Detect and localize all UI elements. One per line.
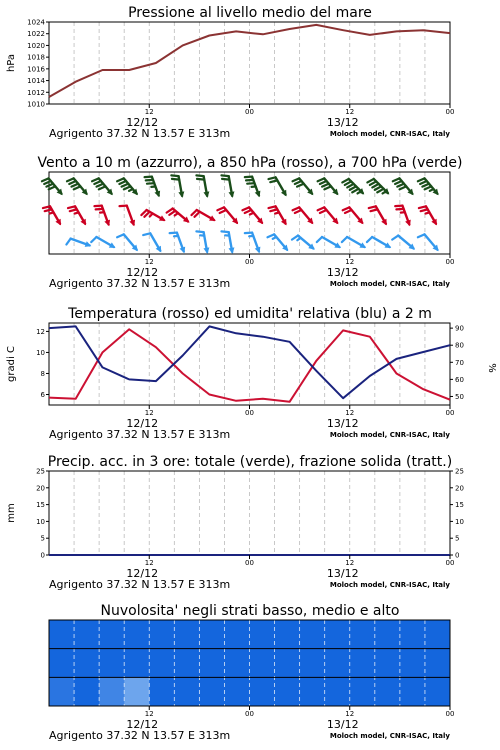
location-label: Agrigento 37.32 N 13.57 E 313m [49, 277, 231, 290]
wind-barb-10m-feather [196, 231, 203, 232]
wind-barb-10m [267, 234, 288, 251]
y-tick-label: 8 [40, 369, 45, 378]
x-tick-label: 12 [345, 258, 355, 266]
wind-barb-10m [196, 231, 209, 253]
wind-barb-700hPa [92, 178, 113, 195]
x-tick-label: 12 [144, 409, 154, 417]
location-label: Agrigento 37.32 N 13.57 E 313m [49, 729, 231, 742]
y-tick-label-right: 60 [455, 375, 464, 384]
wind-barb-850hPa-feather [371, 209, 378, 211]
wind-barb-850hPa-feather [293, 207, 300, 210]
wind-barb-850hPa-feather [242, 207, 249, 210]
wind-barb-850hPa-feather-half [250, 213, 254, 215]
wind-barb-850hPa [94, 206, 110, 227]
wind-barb-700hPa-feather [420, 181, 427, 184]
wind-barb-10m-feather [143, 233, 150, 235]
wind-barb-10m-feather [367, 237, 372, 242]
wind-barb-10m [367, 237, 391, 248]
wind-barb-850hPa-feather [396, 209, 403, 210]
wind-barb-850hPa [419, 206, 437, 225]
x-tick-label: 00 [445, 710, 455, 718]
location-label: Agrigento 37.32 N 13.57 E 313m [49, 428, 231, 441]
wind-barb-700hPa-feather [400, 186, 407, 189]
wind-barb-10m-feather [392, 236, 398, 240]
wind-barb-850hPa [242, 207, 263, 224]
wind-barb-700hPa [221, 175, 234, 197]
wind-barb-700hPa-feather [293, 178, 300, 181]
y-axis-label-right: % [486, 363, 497, 373]
wind-barb-700hPa-feather [146, 180, 153, 181]
wind-barb-850hPa-feather [120, 206, 127, 207]
wind-barb-700hPa-feather [42, 178, 49, 181]
wind-barb-700hPa-feather [67, 178, 74, 181]
wind-barb-850hPa-feather-half [175, 213, 178, 215]
wind-barb-850hPa [318, 207, 339, 224]
wind-barb-850hPa-feather [217, 207, 224, 210]
y-tick-label-right: 50 [455, 392, 464, 401]
wind-barb-10m [292, 236, 315, 250]
wind-barb-700hPa-feather [49, 186, 56, 189]
wind-barb-700hPa-feather [245, 177, 252, 178]
wind-barb-700hPa-feather [71, 184, 78, 187]
wind-barb-850hPa-feather [70, 209, 77, 211]
x-date-label: 13/12 [326, 417, 359, 430]
wind-barb-10m-feather [66, 239, 70, 245]
wind-barb-700hPa-feather [97, 184, 104, 187]
y-tick-label: 6 [40, 390, 45, 399]
x-tick-label: 00 [445, 559, 455, 567]
y-tick-label: 12 [36, 327, 45, 336]
wind-barb-700hPa-feather [320, 181, 327, 184]
y-tick-label: 0 [40, 551, 45, 560]
x-tick-label: 00 [445, 108, 455, 116]
wind-barb-10m-feather [418, 234, 425, 237]
wind-barb-700hPa-feather [393, 178, 400, 181]
wind-barb-700hPa-feather [367, 179, 373, 183]
wind-barb-850hPa-feather [395, 206, 402, 207]
x-date-label: 13/12 [326, 266, 359, 279]
wind-barb-700hPa-feather [94, 181, 101, 184]
wind-barb-850hPa-feather-half [275, 212, 279, 213]
wind-barb-700hPa-feather [322, 184, 329, 187]
y-tick-label-right: 10 [455, 517, 464, 526]
wind-barb-850hPa [43, 206, 61, 225]
wind-barb-10m-feather [342, 237, 347, 242]
y-tick-label-right: 15 [455, 501, 464, 510]
wind-barb-700hPa-feather [372, 184, 378, 188]
x-tick-label: 12 [345, 710, 355, 718]
wind-barb-700hPa-feather [397, 184, 404, 187]
wind-barb-850hPa [343, 207, 364, 224]
location-label: Agrigento 37.32 N 13.57 E 313m [49, 127, 231, 140]
wind-barb-700hPa [367, 179, 389, 195]
wind-barb-700hPa [393, 178, 414, 195]
wind-barb-850hPa [369, 206, 387, 225]
wind-barb-700hPa [196, 175, 209, 197]
wind-barb-700hPa-feather [422, 184, 429, 187]
wind-barb-850hPa [269, 206, 287, 225]
model-credit: Moloch model, CNR-ISAC, Italy [329, 280, 450, 288]
wind-barb-700hPa-feather [425, 186, 432, 189]
x-date-label: 12/12 [126, 116, 159, 129]
wind-barb-10m [170, 233, 186, 254]
wind-barb-700hPa-feather [99, 186, 106, 189]
wind-barb-700hPa-feather [172, 179, 179, 180]
wind-barb-10m [245, 233, 261, 254]
wind-barb-700hPa [318, 178, 339, 195]
wind-barb-10m [342, 237, 366, 248]
wind-barb-10m-head [229, 247, 235, 253]
cloud-cell-basso [99, 677, 124, 706]
x-tick-label: 00 [245, 559, 254, 567]
y-tick-label: 1014 [27, 77, 45, 86]
chart-title: Nuvolosita' negli strati basso, medio e alto [100, 603, 400, 619]
wind-barb-850hPa-feather [96, 209, 103, 210]
wind-barb-850hPa-feather [318, 207, 325, 210]
wind-barb-850hPa [293, 207, 314, 224]
model-credit: Moloch model, CNR-ISAC, Italy [329, 732, 450, 740]
wind-barb-10m-feather [292, 236, 298, 240]
wind-barb-700hPa-feather [247, 183, 254, 184]
wind-barb-700hPa [418, 178, 439, 195]
wind-barb-700hPa-feather [347, 184, 353, 188]
wind-barb-700hPa-feather [350, 186, 356, 190]
wind-barb-700hPa [269, 177, 287, 196]
wind-barb-850hPa [120, 206, 136, 227]
y-tick-label: 10 [36, 348, 45, 357]
wind-barb-850hPa-feather [421, 209, 428, 211]
wind-barb-700hPa-feather [270, 180, 277, 182]
y-tick-label: 1010 [27, 100, 45, 109]
wind-barb-700hPa [171, 175, 184, 197]
x-tick-label: 00 [245, 409, 254, 417]
wind-barb-850hPa [217, 207, 238, 224]
wind-barb-700hPa [342, 179, 364, 195]
wind-barb-10m-feather [317, 237, 322, 242]
wind-barb-10m [317, 237, 341, 248]
x-date-label: 12/12 [126, 417, 159, 430]
wind-barb-850hPa-feather [220, 210, 227, 213]
model-credit: Moloch model, CNR-ISAC, Italy [329, 130, 450, 138]
wind-barb-10m-feather [170, 233, 177, 234]
y-tick-label-right: 80 [455, 341, 464, 350]
y-tick-label: 1012 [27, 88, 45, 97]
wind-barb-850hPa-feather-half [75, 212, 79, 213]
y-tick-label: 20 [36, 484, 45, 493]
wind-barb-700hPa-feather [418, 178, 425, 181]
wind-barb-700hPa-feather [44, 181, 51, 184]
wind-barb-700hPa-feather [221, 175, 228, 176]
wind-barb-700hPa-feather [122, 184, 129, 187]
wind-barb-700hPa [293, 178, 314, 195]
x-tick-label: 00 [445, 258, 455, 266]
wind-barb-700hPa-feather [222, 179, 229, 180]
x-tick-label: 12 [345, 409, 355, 417]
y-tick-label: 1016 [27, 65, 45, 74]
wind-barb-10m [143, 233, 161, 252]
wind-barb-10m-feather [91, 237, 96, 242]
y-tick-label: 1020 [27, 41, 45, 50]
wind-barb-700hPa-feather [324, 186, 331, 189]
x-date-label: 13/12 [326, 718, 359, 731]
wind-barb-850hPa-feather-half [150, 214, 153, 217]
wind-barb-10m-feather [267, 234, 274, 237]
wind-barb-850hPa [395, 206, 411, 227]
wind-barb-10m-feather [221, 231, 228, 232]
y-tick-label-right: 5 [455, 534, 460, 543]
chart-title: Temperatura (rosso) ed umidita' relativa (blu) a 2 m [68, 306, 432, 322]
wind-barb-700hPa [145, 177, 161, 198]
wind-barb-700hPa-feather-half [129, 189, 133, 191]
y-tick-label-right: 0 [455, 551, 460, 560]
wind-barb-700hPa-feather [147, 183, 154, 184]
x-date-label: 13/12 [326, 116, 359, 129]
wind-barb-10m [91, 237, 115, 248]
y-tick-label: 25 [36, 467, 45, 476]
y-tick-label: 1022 [27, 30, 45, 39]
wind-barb-700hPa-head [229, 191, 235, 197]
x-tick-label: 00 [445, 409, 455, 417]
wind-barb-700hPa-feather [295, 181, 302, 184]
x-tick-label: 12 [345, 559, 355, 567]
wind-barb-700hPa-feather [46, 184, 53, 187]
x-date-label: 13/12 [326, 567, 359, 580]
y-tick-label-right: 20 [455, 484, 464, 493]
wind-barb-700hPa-feather-half [430, 189, 434, 191]
y-axis-label: mm [6, 503, 17, 523]
chart-title: Vento a 10 m (azzurro), a 850 hPa (rosso), a 700 hPa (verde) [37, 155, 463, 171]
x-tick-label: 12 [144, 559, 154, 567]
y-axis-label: gradi C [6, 346, 17, 382]
wind-barb-10m [66, 239, 91, 247]
wind-barb-700hPa-feather [377, 189, 383, 193]
x-date-label: 12/12 [126, 567, 159, 580]
wind-barb-700hPa-head [178, 191, 184, 197]
wind-barb-850hPa [167, 209, 190, 223]
wind-barb-700hPa-feather [342, 179, 348, 183]
wind-barb-850hPa [68, 206, 86, 225]
wind-barb-850hPa-feather [320, 210, 327, 213]
wind-barb-700hPa-feather [69, 181, 76, 184]
wind-barb-850hPa-feather [295, 210, 302, 213]
wind-barb-850hPa-feather [345, 210, 352, 213]
wind-barb-10m-feather-half [297, 238, 300, 240]
y-tick-label: 5 [40, 534, 45, 543]
wind-barb-10m-feather [117, 234, 124, 237]
chart-title: Precip. acc. in 3 ore: totale (verde), frazione solida (tratt.) [47, 454, 453, 470]
wind-barb-700hPa-feather [145, 177, 152, 178]
wind-barb-850hPa-feather [94, 206, 101, 207]
wind-barb-10m-feather-half [273, 237, 277, 239]
location-label: Agrigento 37.32 N 13.57 E 313m [49, 578, 231, 591]
x-tick-label: 12 [144, 108, 154, 116]
wind-barb-700hPa-feather [119, 181, 126, 184]
wind-barb-850hPa-feather [245, 210, 252, 213]
model-credit: Moloch model, CNR-ISAC, Italy [329, 581, 450, 589]
wind-barb-850hPa-feather-half [50, 212, 54, 213]
y-tick-label-right: 70 [455, 358, 464, 367]
wind-barb-700hPa-feather [171, 175, 178, 176]
wind-barb-700hPa [42, 178, 63, 195]
wind-barb-700hPa-feather [370, 181, 376, 185]
x-tick-label: 12 [345, 108, 355, 116]
cloud-cell-basso [49, 677, 74, 706]
x-tick-label: 00 [245, 108, 254, 116]
wind-barb-700hPa-feather [74, 186, 81, 189]
wind-barb-700hPa-feather [395, 181, 402, 184]
wind-barb-10m [392, 236, 415, 250]
wind-barb-850hPa-feather-half [425, 212, 429, 213]
x-date-label: 12/12 [126, 718, 159, 731]
wind-barb-700hPa-feather [197, 179, 204, 180]
wind-barb-700hPa-feather [318, 178, 325, 181]
wind-barb-700hPa-feather [269, 177, 276, 179]
x-tick-label: 00 [245, 710, 254, 718]
y-tick-label-right: 25 [455, 467, 464, 476]
wind-barb-700hPa-feather [196, 175, 203, 176]
wind-barb-700hPa-feather [117, 178, 124, 181]
y-tick-label: 15 [36, 501, 45, 510]
wind-barb-850hPa-feather [45, 209, 52, 211]
y-tick-label: 1018 [27, 53, 45, 62]
wind-barb-700hPa-feather [92, 178, 99, 181]
wind-barb-10m [117, 234, 138, 251]
wind-barb-850hPa [191, 210, 215, 221]
wind-barb-850hPa-feather [343, 207, 350, 210]
wind-barb-10m-feather [245, 233, 252, 234]
y-tick-label-right: 90 [455, 324, 464, 333]
wind-barb-700hPa-feather [352, 189, 358, 193]
wind-barb-10m-head [203, 247, 209, 253]
wind-barb-700hPa-feather [345, 181, 351, 185]
model-credit: Moloch model, CNR-ISAC, Italy [329, 431, 450, 439]
y-axis-label: hPa [6, 53, 17, 73]
x-date-label: 12/12 [126, 266, 159, 279]
x-tick-label: 12 [144, 710, 154, 718]
y-tick-label: 10 [36, 517, 45, 526]
wind-barb-10m [221, 231, 234, 253]
x-tick-label: 12 [144, 258, 154, 266]
y-tick-label: 1024 [27, 18, 45, 27]
plot-frame-pressure [49, 22, 450, 104]
wind-barb-850hPa [141, 210, 165, 221]
wind-barb-700hPa [245, 177, 261, 198]
wind-barb-700hPa-feather [246, 180, 253, 181]
wind-barb-700hPa-feather [297, 184, 304, 187]
x-tick-label: 00 [245, 258, 254, 266]
chart-title: Pressione al livello medio del mare [128, 5, 372, 21]
wind-barb-700hPa [67, 178, 88, 195]
wind-barb-10m [418, 234, 439, 251]
cloud-cell-basso [124, 677, 149, 706]
wind-barb-850hPa-feather [270, 209, 277, 211]
wind-barb-700hPa-head [203, 191, 209, 197]
wind-barb-700hPa [117, 178, 138, 195]
wind-barb-700hPa-feather [375, 186, 381, 190]
wind-barb-700hPa-feather [124, 186, 131, 189]
